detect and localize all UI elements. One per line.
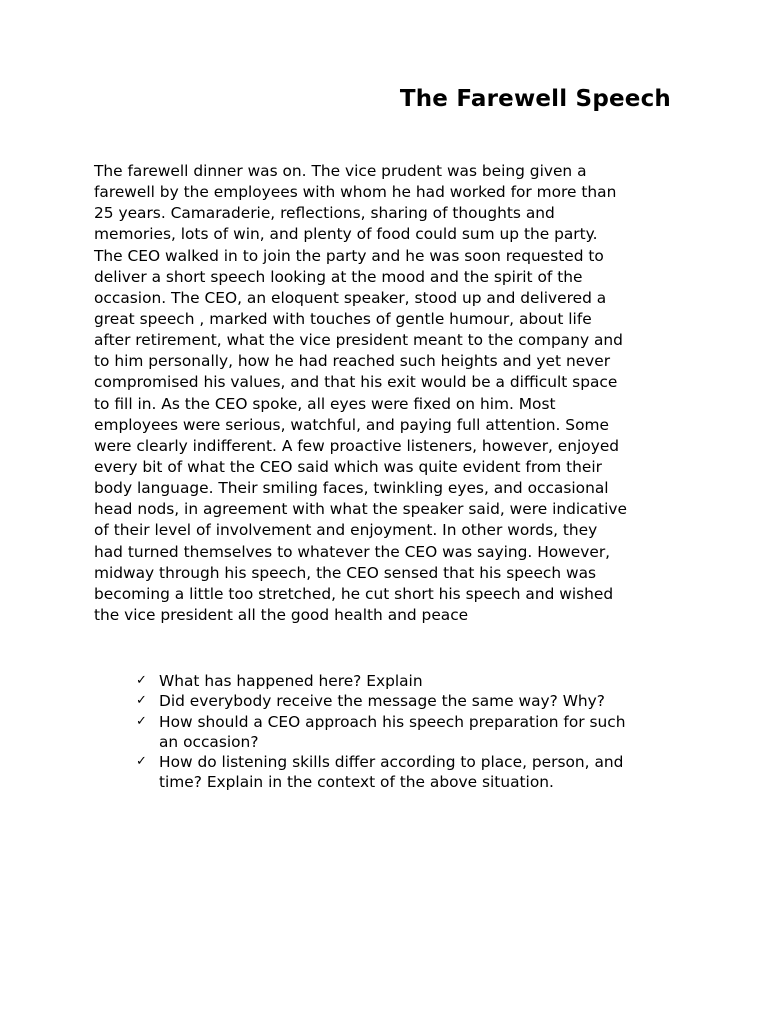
question-text-continued: an occasion?: [159, 732, 259, 751]
checkmark-icon: ✓: [136, 754, 147, 770]
question-text: Did everybody receive the message the same way? Why?: [159, 692, 605, 711]
question-text: What has happened here? Explain: [159, 672, 423, 690]
paragraph-line: The CEO walked in to join the party and he was soon requested to: [94, 246, 604, 265]
paragraph-line: body language. Their smiling faces, twinkling eyes, and occasional: [94, 479, 609, 498]
body-paragraph: [94, 161, 694, 626]
paragraph-line: farewell by the employees with whom he had worked for more than: [94, 183, 617, 202]
paragraph-line: occasion. The CEO, an eloquent speaker, stood up and delivered a: [94, 288, 607, 307]
paragraph-line: every bit of what the CEO said which was quite evident from their: [94, 457, 602, 476]
paragraph-line: were clearly indifferent. A few proactive listeners, however, enjoyed: [94, 436, 620, 455]
paragraph-line: employees were serious, watchful, and paying full attention. Some: [94, 415, 609, 434]
page-title: The Farewell Speech: [399, 86, 671, 112]
question-text: How do listening skills differ according to place, person, and: [159, 753, 624, 772]
paragraph-line: memories, lots of win, and plenty of food could sum up the party.: [94, 225, 598, 244]
checkmark-icon: ✓: [136, 713, 147, 729]
checkmark-icon: ✓: [136, 693, 147, 709]
paragraph-line: to fill in. As the CEO spoke, all eyes were fixed on him. Most: [94, 394, 556, 413]
paragraph-line: becoming a little too stretched, he cut short his speech and wished: [94, 584, 614, 603]
question-item: [136, 671, 696, 691]
checkmark-icon: ✓: [136, 673, 147, 688]
paragraph-line: had turned themselves to whatever the CEO was saying. However,: [94, 542, 611, 561]
paragraph-line: deliver a short speech looking at the mood and the spirit of the: [94, 267, 583, 286]
question-list: [136, 671, 696, 793]
paragraph-line: 25 years. Camaraderie, reflections, sharing of thoughts and: [94, 204, 555, 223]
question-item: [136, 712, 696, 753]
paragraph-line: after retirement, what the vice president meant to the company and: [94, 331, 623, 350]
paragraph-line: The farewell dinner was on. The vice prudent was being given a: [94, 162, 587, 180]
paragraph-line: the vice president all the good health and peace: [94, 605, 469, 624]
paragraph-line: head nods, in agreement with what the speaker said, were indicative: [94, 500, 627, 519]
question-text-continued: time? Explain in the context of the above situation.: [159, 773, 554, 792]
paragraph-line: midway through his speech, the CEO sensed that his speech was: [94, 563, 597, 582]
paragraph-line: of their level of involvement and enjoyment. In other words, they: [94, 521, 598, 540]
question-item: [136, 752, 696, 793]
paragraph-line: great speech , marked with touches of gentle humour, about life: [94, 309, 592, 328]
question-item: [136, 691, 696, 711]
paragraph-line: to him personally, how he had reached such heights and yet never: [94, 352, 611, 371]
paragraph-line: compromised his values, and that his exit would be a difficult space: [94, 373, 618, 392]
question-text: How should a CEO approach his speech preparation for such: [159, 712, 626, 731]
